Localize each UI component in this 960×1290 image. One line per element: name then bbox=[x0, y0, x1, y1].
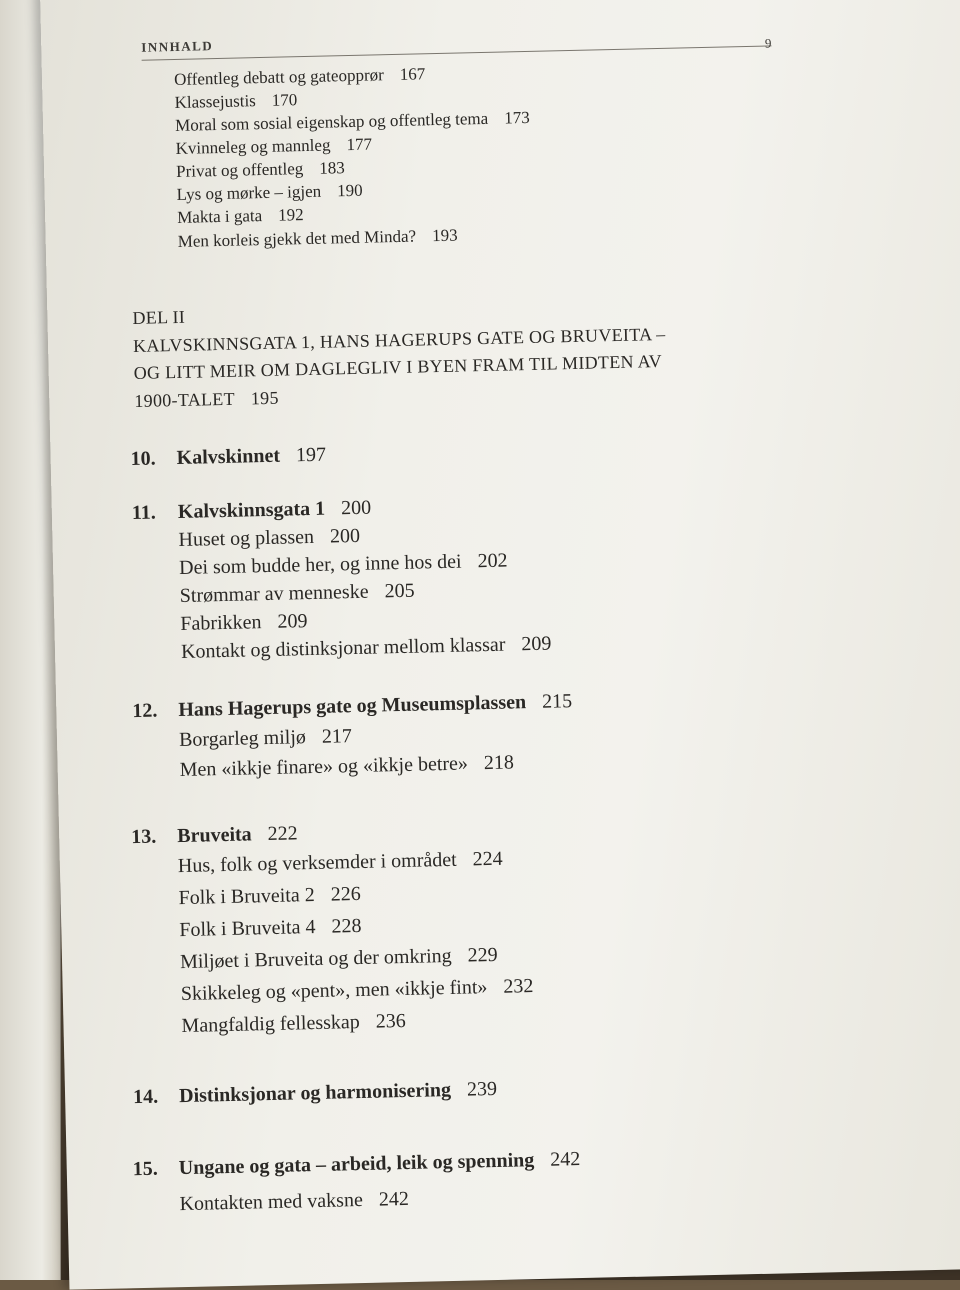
toc-subentry bbox=[181, 975, 534, 1006]
chapter-number: 13. bbox=[130, 825, 157, 849]
entry-title: Klassejustis bbox=[174, 91, 257, 112]
toc-subentry bbox=[181, 633, 552, 664]
toc-subentry bbox=[179, 550, 508, 580]
chapter-entry bbox=[130, 444, 326, 471]
chapter-entry bbox=[133, 1078, 497, 1109]
toc-subentry bbox=[176, 181, 362, 205]
entry-page: 236 bbox=[375, 1009, 407, 1033]
entry-title: Borgarleg miljø bbox=[178, 726, 307, 752]
chapter-number: 14. bbox=[132, 1085, 159, 1109]
chapter-page: 215 bbox=[541, 690, 573, 713]
chapter-entry bbox=[132, 690, 572, 723]
part-title-line: 1900-TALET bbox=[134, 388, 236, 411]
entry-page: 205 bbox=[384, 579, 415, 603]
entry-title: Huset og plassen bbox=[178, 525, 315, 551]
entry-title: Strømmar av menneske bbox=[179, 580, 369, 607]
entry-title: Makta i gata bbox=[176, 206, 263, 227]
entry-page: 217 bbox=[321, 725, 353, 748]
entry-title: Skikkeleg og «pent», men «ikkje fint» bbox=[180, 976, 488, 1006]
entry-title: Mangfaldig fellesskap bbox=[181, 1011, 361, 1038]
toc-subentry bbox=[178, 883, 361, 910]
entry-page: 193 bbox=[431, 225, 458, 246]
entry-title: Moral som sosial eigenskap og offentleg tema bbox=[174, 108, 489, 135]
toc-subentry bbox=[177, 205, 304, 228]
entry-page: 229 bbox=[467, 943, 498, 967]
entry-page: 209 bbox=[277, 610, 308, 633]
entry-page: 200 bbox=[329, 524, 361, 548]
toc-subentry bbox=[175, 108, 530, 136]
part-label: DEL II bbox=[132, 306, 186, 328]
entry-page: 190 bbox=[336, 180, 363, 201]
part-title-line bbox=[134, 388, 279, 412]
toc-subentry bbox=[174, 64, 426, 90]
entry-title: Miljøet i Bruveita og der omkring bbox=[179, 944, 452, 974]
page-number: 9 bbox=[764, 35, 772, 51]
toc-subentry bbox=[178, 848, 503, 878]
entry-page: 177 bbox=[346, 134, 373, 155]
toc-subentry bbox=[178, 525, 360, 552]
toc-subentry bbox=[174, 90, 297, 113]
entry-title: Men korleis gjekk det med Minda? bbox=[177, 226, 417, 251]
entry-title: Hus, folk og verksemder i området bbox=[177, 848, 457, 878]
entry-page: 192 bbox=[277, 205, 304, 225]
part-title-line: KALVSKINNSGATA 1, HANS HAGERUPS GATE OG BRUVEITA – bbox=[132, 323, 666, 356]
entry-title: Folk i Bruveita 4 bbox=[179, 915, 316, 942]
entry-page: 218 bbox=[483, 751, 515, 775]
part-title-line: OG LITT MEIR OM DAGLEGLIV I BYEN FRAM TIL MIDTEN AV bbox=[133, 350, 663, 383]
entry-page: 183 bbox=[319, 158, 345, 178]
chapter-title: Bruveita bbox=[176, 823, 252, 848]
chapter-number: 11. bbox=[131, 501, 157, 525]
toc-subentry bbox=[175, 135, 372, 159]
chapter-page: 222 bbox=[267, 822, 298, 846]
chapter-page: 200 bbox=[340, 496, 372, 520]
running-head bbox=[141, 25, 771, 60]
entry-title: Dei som budde her, og inne hos dei bbox=[178, 550, 462, 579]
chapter-title: Kalvskinnsgata 1 bbox=[177, 497, 326, 524]
chapter-entry bbox=[132, 497, 372, 525]
chapter-entry bbox=[133, 1148, 581, 1181]
toc-subentry bbox=[176, 158, 345, 182]
entry-title: Kontakt og distinksjonar mellom klassar bbox=[180, 633, 506, 663]
entry-page: 173 bbox=[503, 107, 530, 128]
chapter-number: 15. bbox=[132, 1157, 159, 1181]
entry-title: Men «ikkje finare» og «ikkje betre» bbox=[179, 752, 469, 782]
entry-title: Folk i Bruveita 2 bbox=[178, 884, 315, 910]
book-page bbox=[40, 0, 960, 1290]
chapter-number: 10. bbox=[130, 447, 156, 471]
chapter-title: Hans Hagerups gate og Museumsplassen bbox=[178, 691, 527, 722]
toc-subentry bbox=[180, 610, 308, 636]
entry-page: 167 bbox=[399, 64, 426, 84]
chapter-number: 12. bbox=[132, 699, 158, 723]
entry-page: 226 bbox=[330, 882, 361, 906]
chapter-title: Kalvskinnet bbox=[176, 444, 281, 470]
entry-page: 202 bbox=[477, 549, 508, 573]
toc-subentry bbox=[179, 915, 362, 942]
toc-subentry bbox=[178, 226, 458, 252]
chapter-page: 197 bbox=[295, 443, 327, 467]
toc-subentry bbox=[181, 1010, 406, 1038]
entry-title: Kontakten med vaksne bbox=[179, 1188, 364, 1216]
toc-subentry bbox=[180, 944, 498, 974]
entry-page: 228 bbox=[331, 914, 362, 938]
running-title: INNHALD bbox=[141, 38, 214, 55]
toc-subentry bbox=[179, 1188, 409, 1216]
entry-title: Kvinneleg og mannleg bbox=[175, 135, 331, 158]
entry-title: Fabrikken bbox=[180, 611, 262, 635]
entry-page: 209 bbox=[521, 632, 552, 656]
toc-subentry bbox=[179, 751, 514, 782]
toc-subentry bbox=[179, 725, 352, 752]
entry-title: Lys og mørke – igjen bbox=[176, 181, 322, 204]
entry-page: 232 bbox=[503, 975, 534, 998]
entry-page: 242 bbox=[378, 1187, 410, 1211]
entry-title: Privat og offentleg bbox=[175, 159, 304, 181]
toc-subentry bbox=[180, 580, 415, 608]
entry-title: Offentleg debatt og gateopprør bbox=[173, 65, 384, 89]
entry-page: 224 bbox=[472, 847, 503, 871]
chapter-page: 239 bbox=[466, 1077, 498, 1101]
entry-page: 170 bbox=[271, 90, 298, 110]
chapter-title: Distinksjonar og harmonisering bbox=[178, 1078, 452, 1108]
part-page: 195 bbox=[250, 387, 279, 409]
chapter-entry bbox=[131, 822, 298, 849]
chapter-title: Ungane og gata – arbeid, leik og spenning bbox=[178, 1149, 535, 1180]
chapter-page: 242 bbox=[550, 1148, 581, 1171]
